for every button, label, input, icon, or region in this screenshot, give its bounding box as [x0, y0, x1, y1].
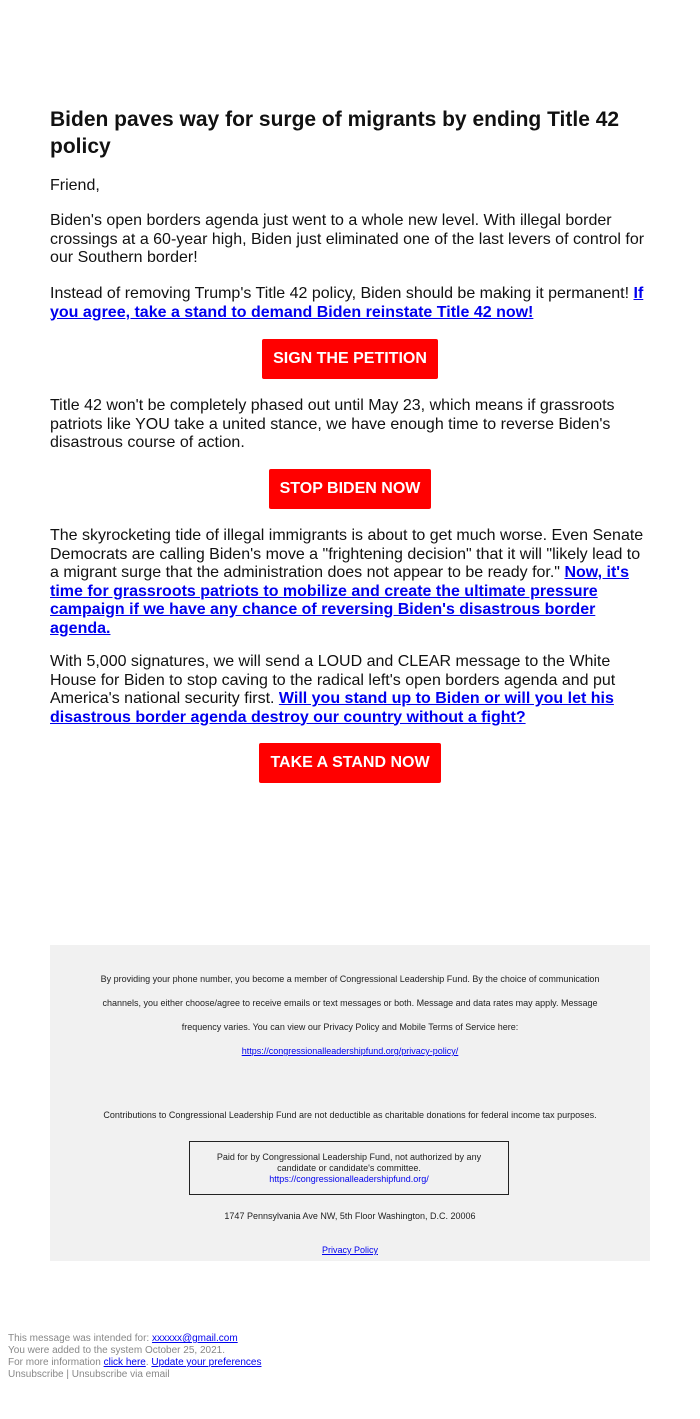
- email-meta: [8, 1333, 261, 1381]
- paragraph-2: [50, 285, 650, 322]
- disclaimer-line-3: frequency varies. You can view our Privacy Policy and Mobile Terms of Service here:: [181, 1022, 519, 1032]
- greeting: Friend,: [50, 177, 100, 194]
- unsubscribe-line: [8, 1369, 261, 1381]
- paragraph-4: [50, 527, 650, 638]
- paragraph-1: Biden's open borders agenda just went to a whole new level. With illegal border crossings at a 60-year high, Biden just eliminated one of the last levers of control for our Southern border!: [50, 212, 645, 266]
- privacy-policy-row: [50, 1245, 650, 1255]
- privacy-url-row: [50, 1046, 650, 1056]
- intended-for-label: This message was intended for:: [8, 1333, 152, 1344]
- paragraph-5: [50, 653, 650, 727]
- paid-for-box: [189, 1141, 509, 1195]
- unsubscribe-email-link[interactable]: Unsubscribe via email: [71, 1369, 170, 1380]
- address: 1747 Pennsylvania Ave NW, 5th Floor Washington, D.C. 20006: [224, 1211, 476, 1221]
- paragraph-4-text: The skyrocketing tide of illegal immigrants is about to get much worse. Even Senate Democrats are calling Biden's move a "frightening decision" that it will "likely lead to a migrant surge that the administration does not appear to be ready for.": [50, 527, 644, 581]
- recipient-email-link[interactable]: xxxxxx@gmail.com: [151, 1333, 238, 1344]
- disclaimer-line-1: By providing your phone number, you become a member of Congressional Leadership Fund. By the choice of communication: [100, 974, 600, 984]
- demand-reinstate-link[interactable]: If you agree, take a stand to demand Biden reinstate Title 42 now!: [50, 285, 644, 321]
- more-info-label: For more information: [8, 1357, 104, 1368]
- footer: [50, 945, 650, 1261]
- stop-biden-button[interactable]: STOP BIDEN NOW: [269, 469, 431, 509]
- contributions-note: Contributions to Congressional Leadership Fund are not deductible as charitable donations for federal income tax purposes.: [103, 1110, 597, 1120]
- privacy-url-link[interactable]: https://congressionalleadershipfund.org/privacy-policy/: [241, 1046, 459, 1056]
- headline: Biden paves way for surge of migrants by ending Title 42 policy: [50, 108, 620, 158]
- disclaimer-line-2: channels, you either choose/agree to receive emails or text messages or both. Message and data rates may apply. Message: [102, 998, 598, 1008]
- privacy-policy-link[interactable]: Privacy Policy: [321, 1245, 378, 1255]
- update-preferences-link[interactable]: Update your preferences: [151, 1357, 262, 1368]
- unsubscribe-separator: |: [63, 1369, 72, 1380]
- more-info-line: [8, 1357, 261, 1369]
- take-stand-button[interactable]: TAKE A STAND NOW: [259, 743, 441, 783]
- click-here-link[interactable]: click here: [103, 1357, 146, 1368]
- more-info-separator: .: [145, 1357, 152, 1368]
- paid-for-line-2: candidate or candidate's committee.: [277, 1163, 421, 1173]
- sign-petition-button[interactable]: SIGN THE PETITION: [262, 339, 438, 379]
- paid-for-line-1: Paid for by Congressional Leadership Fund, not authorized by any: [216, 1152, 482, 1162]
- unsubscribe-link[interactable]: Unsubscribe: [8, 1369, 64, 1380]
- paid-for-url-link[interactable]: https://congressionalleadershipfund.org/: [269, 1174, 429, 1184]
- stand-up-link[interactable]: Will you stand up to Biden or will you let his disastrous border agenda destroy our country without a fight?: [50, 690, 614, 726]
- intended-for-line: [8, 1333, 261, 1345]
- paragraph-5-text: With 5,000 signatures, we will send a LOUD and CLEAR message to the White House for Biden to stop caving to the radical left's open borders agenda and put America's national security first.: [50, 653, 616, 707]
- added-line: You were added to the system October 25, 2021.: [8, 1345, 225, 1356]
- paragraph-3: Title 42 won't be completely phased out until May 23, which means if grassroots patriots like YOU take a united stance, we have enough time to reverse Biden's disastrous course of action.: [50, 397, 615, 451]
- paragraph-2-text: Instead of removing Trump's Title 42 policy, Biden should be making it permanent!: [50, 285, 634, 302]
- pressure-campaign-link[interactable]: Now, it's time for grassroots patriots to mobilize and create the ultimate pressure campaign if we have any chance of reversing Biden's disastrous border agenda.: [50, 564, 629, 637]
